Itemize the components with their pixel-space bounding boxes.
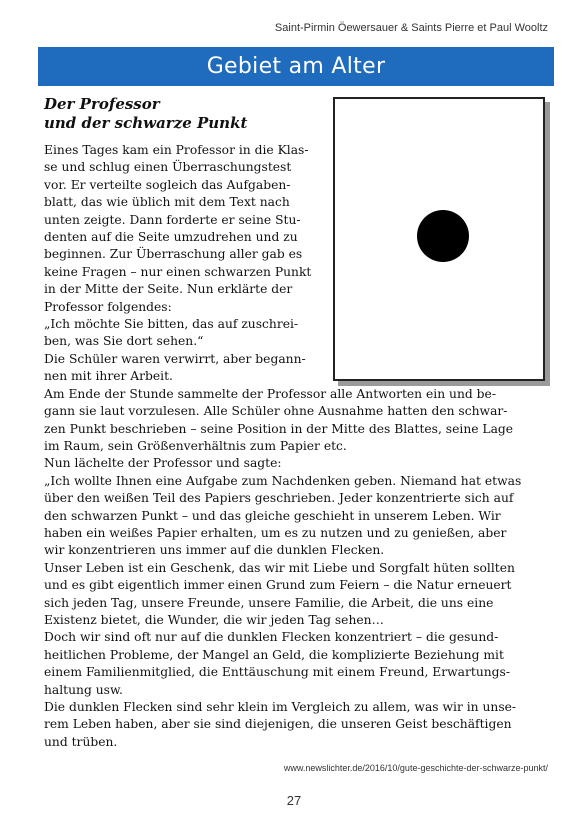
article-line: haltung usw. — [44, 682, 123, 697]
article-line: Existenz bietet, die Wunder, die wir jeden Tag sehen… — [44, 612, 384, 627]
article-line: Am Ende der Stunde sammelte der Professor alle Antworten ein und be- — [44, 386, 496, 401]
article-line: den schwarzen Punkt – und das gleiche geschieht in unserem Leben. Wir — [44, 508, 501, 523]
article-line: nen mit ihrer Arbeit. — [44, 369, 173, 384]
article-line: rem Leben haben, aber sie sind diejenigen, die unseren Geist beschäftigen — [44, 717, 512, 732]
article-line: sich jeden Tag, unsere Freunde, unsere Familie, die Arbeit, die uns eine — [44, 595, 494, 610]
article-line: Unser Leben ist ein Geschenk, das wir mit Liebe und Sorgfalt hüten sollten — [44, 560, 515, 575]
article-line: keine Fragen – nur einen schwarzen Punkt — [44, 264, 312, 279]
article-line: Nun lächelte der Professor und sagte: — [44, 456, 282, 471]
article-line: gann sie laut vorzulesen. Alle Schüler ohne Ausnahme hatten den schwar- — [44, 404, 508, 419]
article-line: im Raum, sein Größenverhältnis zum Papier etc. — [44, 438, 347, 453]
article-line: Professor folgendes: — [44, 299, 172, 314]
section-banner: Gebiet am Alter — [38, 47, 554, 86]
article-title-line-2: und der schwarze Punkt — [44, 114, 248, 132]
article-line: zen Punkt beschrieben – seine Position in der Mitte des Blattes, seine Lage — [44, 421, 514, 436]
page-number: 27 — [286, 793, 302, 808]
source-url: www.newslichter.de/2016/10/gute-geschichte-der-schwarze-punkt/ — [283, 763, 548, 773]
article-line: Die Schüler waren verwirrt, aber begann- — [44, 351, 306, 366]
article-line: in der Mitte der Seite. Nun erklärte der — [44, 282, 293, 297]
article-line: ben, was Sie dort sehen.“ — [44, 334, 204, 349]
article-title-line-1: Der Professor — [44, 95, 160, 113]
article-line: blatt, das wie üblich mit dem Text nach — [44, 195, 290, 210]
article-line: haben ein weißes Papier erhalten, um es zu nutzen und zu genießen, aber — [44, 525, 507, 540]
article-line: und trüben. — [44, 734, 118, 749]
article-line: „Ich wollte Ihnen eine Aufgabe zum Nachdenken geben. Niemand hat etwas — [44, 473, 522, 488]
article-line: unten zeigte. Dann forderte er seine Stu- — [44, 212, 301, 227]
article-line: „Ich möchte Sie bitten, das auf zuschrei- — [44, 317, 299, 332]
article-line: beginnen. Zur Überraschung aller gab es — [44, 247, 303, 262]
article-line: Doch wir sind oft nur auf die dunklen Flecken konzentriert – die gesund- — [44, 630, 499, 645]
article-body — [44, 142, 549, 751]
article-line: Die dunklen Flecken sind sehr klein im Vergleich zu allem, was wir in unse- — [44, 700, 517, 714]
header-parishes: Saint-Pirmin Öewersauer & Saints Pierre et Paul Wooltz — [274, 22, 548, 34]
article-line: se und schlug einen Überraschungstest — [44, 160, 292, 175]
article-line: wir konzentrieren uns immer auf die dunklen Flecken. — [44, 543, 385, 558]
article-line: vor. Er verteilte sogleich das Aufgaben- — [44, 177, 291, 192]
article-line: denten auf die Seite umzudrehen und zu — [44, 230, 298, 245]
article-line: und es gibt eigentlich immer einen Grund zum Feiern – die Natur erneuert — [44, 578, 512, 593]
article-title — [44, 95, 324, 133]
article-line: Eines Tages kam ein Professor in die Klas- — [44, 143, 309, 157]
article-line: einem Familienmitglied, die Enttäuschung mit einem Freund, Erwartungs- — [44, 665, 511, 680]
article-line: über den weißen Teil des Papiers geschrieben. Jeder konzentrierte sich auf — [44, 491, 514, 506]
article-line: heitlichen Probleme, der Mangel an Geld, die komplizierte Beziehung mit — [44, 647, 504, 662]
